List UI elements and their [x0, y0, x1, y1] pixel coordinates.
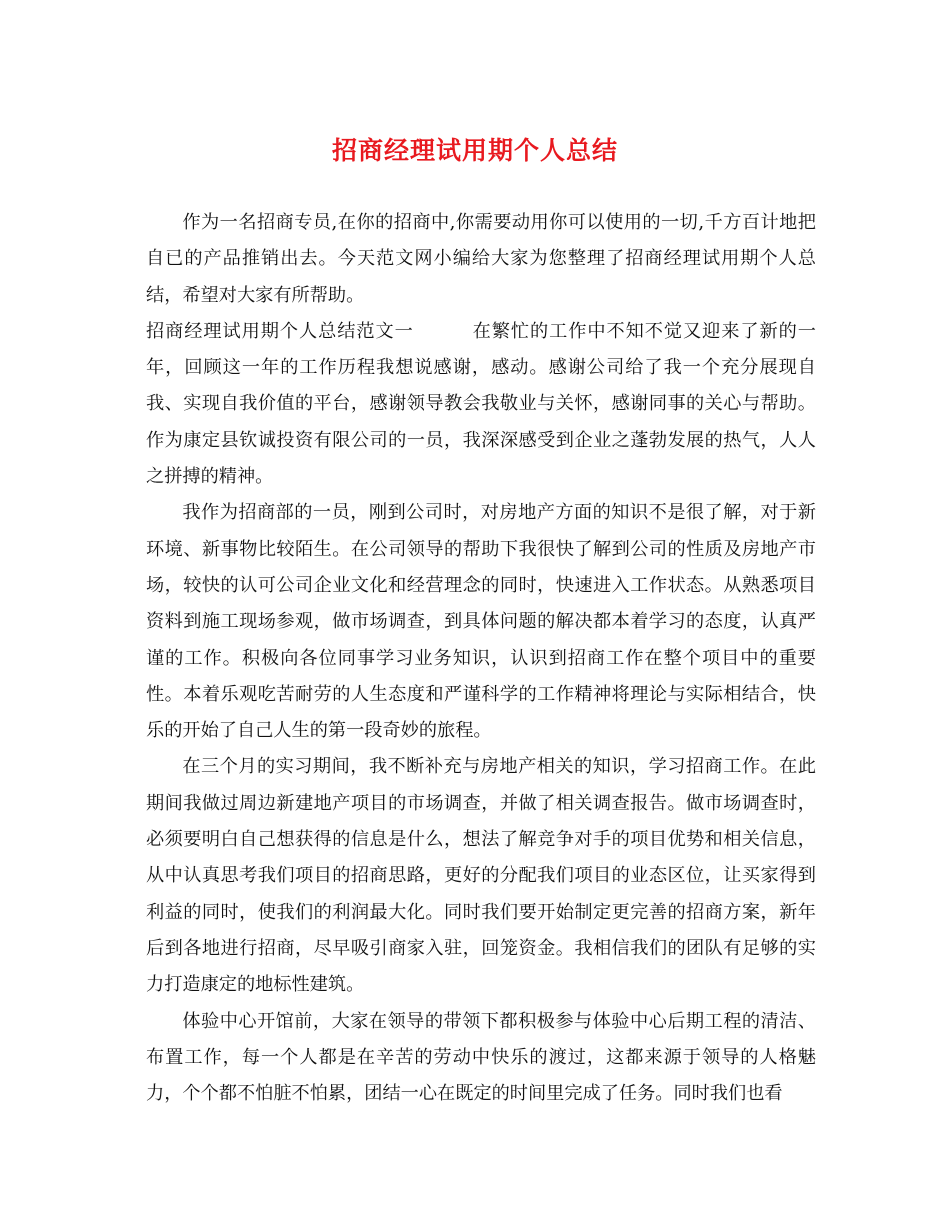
body-paragraph-1: 我作为招商部的一员，刚到公司时，对房地产方面的知识不是很了解，对于新环境、新事物比较陌生。在公司领导的帮助下我很快了解到公司的性质及房地产市场，较快的认可公司企业文化和经营理念的同时，快速进入工作状态。从熟悉项目资料到施工现场参观，做市场调查，到具体问题的解决都本着学习的态度，认真严谨的工作。积极向各位同事学习业务知识，认识到招商工作在整个项目中的重要性。本着乐观吃苦耐劳的人生态度和严谨科学的工作精神将理论与实际相结合，快乐的开始了自己人生的第一段奇妙的旅程。	[146, 502, 816, 742]
section-first-paragraph-text: 在繁忙的工作中不知不觉又迎来了新的一年，回顾这一年的工作历程我想说感谢，感动。感谢公司给了我一个充分展现自我、实现自我价值的平台，感谢领导教会我敬业与关怀，感谢同事的关心与帮助。作为康定县钦诚投资有限公司的一员，我深深感受到企业之蓬勃发展的热气，人人之拼搏的精神。	[146, 320, 816, 488]
document-title: 招商经理试用期个人总结	[331, 136, 618, 165]
body-paragraph-2: 在三个月的实习期间，我不断补充与房地产相关的知识，学习招商工作。在此期间我做过周边新建地产项目的市场调查，并做了相关调查报告。做市场调查时，必须要明白自己想获得的信息是什么，想法了解竞争对手的项目优势和相关信息，从中认真思考我们项目的招商思路，更好的分配我们项目的业态区位，让买家得到利益的同时，使我们的利润最大化。同时我们要开始制定更完善的招商方案，新年后到各地进行招商，尽早吸引商家入驻，回笼资金。我相信我们的团队有足够的实力打造康定的地标性建筑。	[146, 756, 816, 996]
section-first-paragraph	[146, 314, 816, 495]
body-paragraph-3: 体验中心开馆前，大家在领导的带领下都积极参与体验中心后期工程的清洁、布置工作，每一个人都是在辛苦的劳动中快乐的渡过，这都来源于领导的人格魅力，个个都不怕脏不怕累，团结一心在既定的时间里完成了任务。同时我们也看	[146, 1010, 816, 1105]
section-heading: 招商经理试用期个人总结范文一	[146, 320, 414, 342]
intro-paragraph: 作为一名招商专员,在你的招商中,你需要动用你可以使用的一切,千方百计地把自已的产品推销出去。今天范文网小编给大家为您整理了招商经理试用期个人总结，希望对大家有所帮助。	[146, 212, 816, 306]
document-body	[146, 205, 816, 1112]
